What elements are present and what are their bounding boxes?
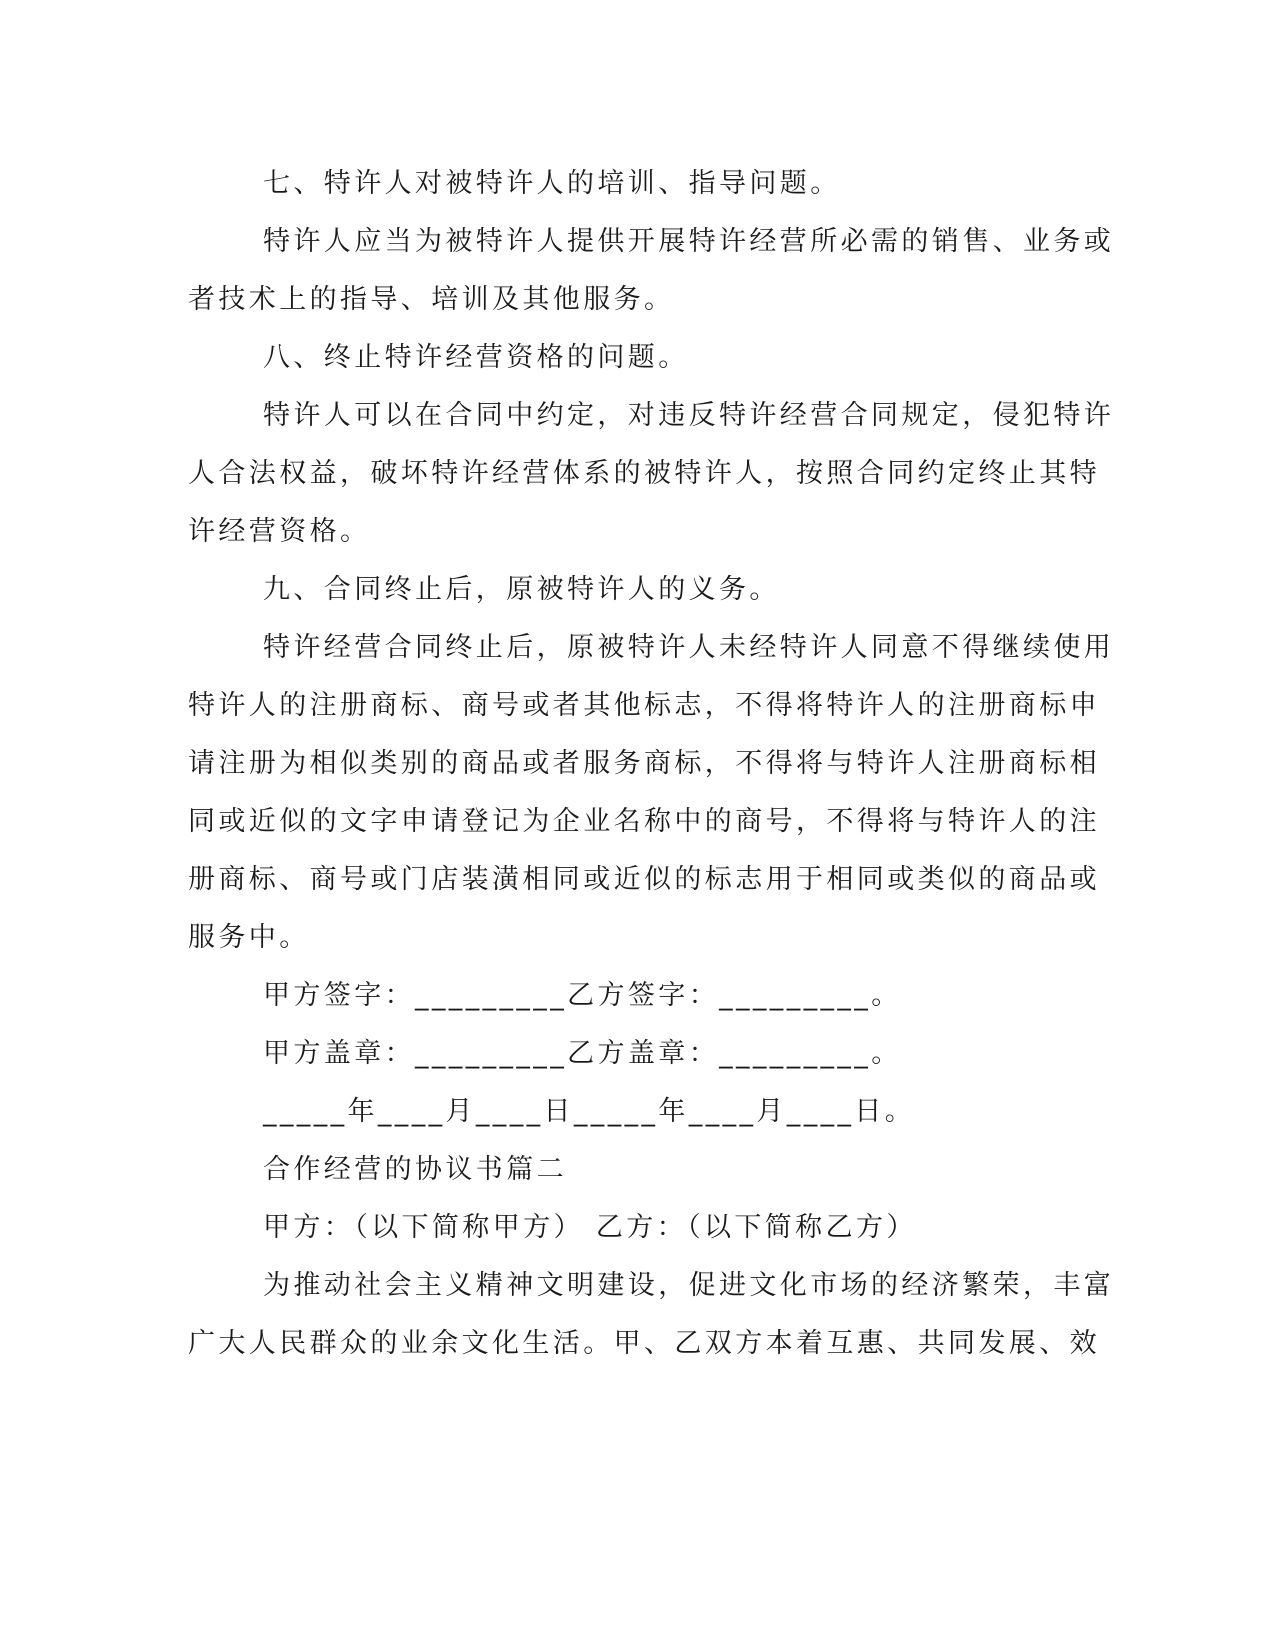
parties-line: 甲方：（以下简称甲方） 乙方：（以下简称乙方） <box>263 1212 917 1243</box>
paragraph-line: 广大人民群众的业余文化生活。甲、乙双方本着互惠、共同发展、效 <box>188 1328 1100 1359</box>
paragraph-line: 人合法权益，破坏特许经营体系的被特许人，按照合同约定终止其特 <box>188 458 1100 489</box>
date-line: _____年____月____日_____年____月____日。 <box>263 1096 916 1127</box>
paragraph-line: 请注册为相似类别的商品或者服务商标，不得将与特许人注册商标相 <box>188 748 1100 779</box>
section-heading-9: 九、合同终止后，原被特许人的义务。 <box>263 574 780 605</box>
paragraph-line: 册商标、商号或门店装潢相同或近似的标志用于相同或类似的商品或 <box>188 864 1100 895</box>
paragraph-line: 特许人应当为被特许人提供开展特许经营所必需的销售、业务或 <box>263 226 1115 257</box>
paragraph-line: 服务中。 <box>188 922 310 953</box>
paragraph-line: 特许人可以在合同中约定，对违反特许经营合同规定，侵犯特许 <box>263 400 1115 431</box>
paragraph-line: 特许人的注册商标、商号或者其他标志，不得将特许人的注册商标申 <box>188 690 1100 721</box>
section-heading-7: 七、特许人对被特许人的培训、指导问题。 <box>263 168 841 199</box>
paragraph-line: 为推动社会主义精神文明建设，促进文化市场的经济繁荣，丰富 <box>263 1270 1115 1301</box>
seal-line: 甲方盖章：_________乙方盖章：_________。 <box>263 1038 902 1069</box>
signature-line: 甲方签字：_________乙方签字：_________。 <box>263 980 902 1011</box>
section-heading-8: 八、终止特许经营资格的问题。 <box>263 342 689 373</box>
paragraph-line: 同或近似的文字申请登记为企业名称中的商号，不得将与特许人的注 <box>188 806 1100 837</box>
paragraph-line: 特许经营合同终止后，原被特许人未经特许人同意不得继续使用 <box>263 632 1115 663</box>
paragraph-line: 许经营资格。 <box>188 516 371 547</box>
paragraph-line: 者技术上的指导、培训及其他服务。 <box>188 284 675 315</box>
document-subtitle: 合作经营的协议书篇二 <box>263 1154 567 1185</box>
